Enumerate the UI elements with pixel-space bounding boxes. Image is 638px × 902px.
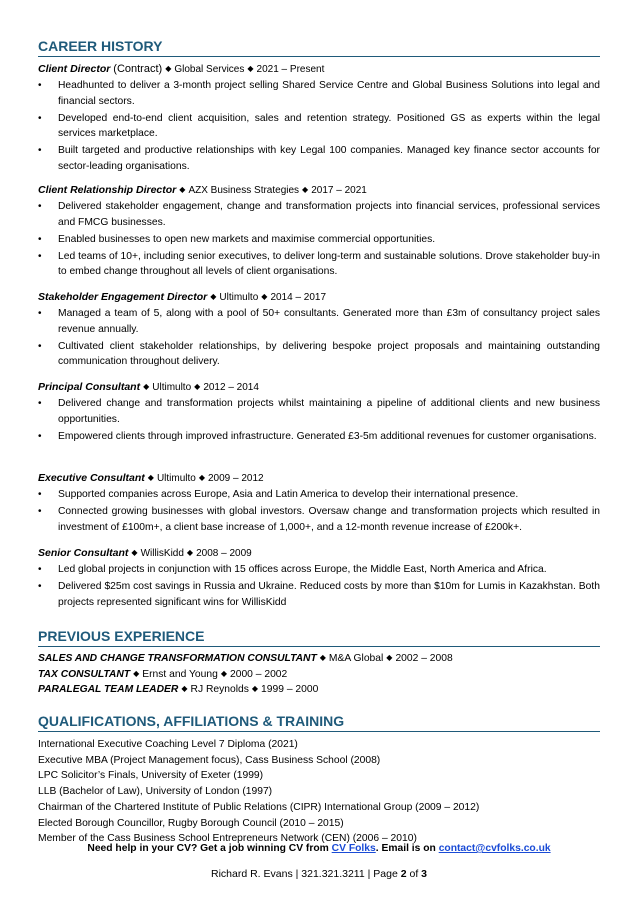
separator-diamond: ◆ bbox=[186, 548, 194, 557]
separator-diamond: ◆ bbox=[251, 684, 259, 694]
email-link[interactable]: contact@cvfolks.co.uk bbox=[438, 843, 551, 854]
list-item: • Empowered clients through improved infrastructure. Generated £3-5m additional revenues for customer organisations. bbox=[38, 430, 597, 442]
bullet-text: Empowered clients through improved infrastructure. Generated £3-5m additional revenues for customer organisations. bbox=[58, 430, 597, 442]
job-bullets bbox=[38, 306, 600, 371]
job-dates: 2009 – 2012 bbox=[208, 473, 264, 484]
job-role: Senior Consultant bbox=[38, 547, 129, 559]
list-item: Elected Borough Councillor, Rugby Borough Council (2010 – 2015) bbox=[38, 817, 344, 829]
help-text: . Email is on bbox=[375, 843, 439, 854]
separator-diamond: ◆ bbox=[165, 64, 172, 73]
list-item bbox=[38, 667, 600, 683]
separator-diamond: ◆ bbox=[181, 684, 188, 694]
prev-company: M&A Global bbox=[328, 653, 384, 664]
separator-diamond: ◆ bbox=[247, 64, 254, 73]
job-dates: 2021 – Present bbox=[256, 64, 325, 75]
list-item: International Executive Coaching Level 7 Diploma (2021) bbox=[38, 739, 298, 750]
job-bullets bbox=[38, 199, 600, 281]
help-banner bbox=[0, 843, 638, 854]
job-company: Ultimulto bbox=[152, 382, 192, 393]
list-item: • Led teams of 10+, including senior executives, to deliver long-term and sustainable solutions. Drove stakeholder buy-in to embed change throughout all levels of client organisations. bbox=[38, 250, 600, 278]
job-dates: 2008 – 2009 bbox=[196, 548, 252, 559]
bullet-text: Connected growing businesses with global investors. Oversaw change and transformation projects which resulted in investment of £100m+, a client base increase of 1,000+, and a 12-month revenue increase of £200k+. bbox=[58, 506, 600, 533]
job-company: WillisKidd bbox=[140, 548, 184, 559]
job-dates: 2012 – 2014 bbox=[203, 382, 259, 393]
job-role: Client Director bbox=[38, 63, 111, 75]
help-text: Need help in your CV? Get a job winning CV from bbox=[87, 843, 332, 854]
previous-experience-list bbox=[38, 651, 600, 698]
prev-role: PARALEGAL TEAM LEADER bbox=[38, 684, 179, 696]
bullet-text: Cultivated client stakeholder relationships, by delivering bespoke project proposals and maintaining outstanding communication throughout delivery. bbox=[58, 340, 600, 368]
separator-diamond: ◆ bbox=[220, 668, 227, 678]
job-role-suffix: (Contract) bbox=[113, 63, 163, 75]
separator-diamond: ◆ bbox=[319, 653, 326, 662]
job-dates: 2017 – 2021 bbox=[311, 185, 367, 196]
job-header bbox=[38, 290, 603, 305]
job-bullets bbox=[38, 78, 600, 176]
separator-diamond: ◆ bbox=[133, 668, 140, 678]
job-role: Principal Consultant bbox=[38, 381, 141, 393]
prev-dates: 2002 – 2008 bbox=[395, 653, 453, 664]
list-item: Executive MBA (Project Management focus), Cass Business School (2008) bbox=[38, 754, 381, 766]
section-title-qualifications: QUALIFICATIONS, AFFILIATIONS & TRAINING bbox=[38, 713, 600, 732]
separator-diamond: ◆ bbox=[210, 292, 217, 301]
list-item: • Delivered change and transformation projects whilst maintaining a pipeline of additional clients and new business opportunities. bbox=[38, 398, 600, 425]
footer-of: of bbox=[406, 868, 422, 880]
list-item: • Managed a team of 5, along with a pool of 50+ consultants. Generated more than £3m of consultancy project sales revenue annually. bbox=[38, 308, 600, 335]
bullet-text: Enabled businesses to open new markets and maximise commercial opportunities. bbox=[58, 233, 436, 245]
footer-contact: Richard R. Evans | 321.321.3211 | Page bbox=[211, 868, 401, 880]
prev-role: TAX CONSULTANT bbox=[38, 668, 131, 680]
list-item: • Cultivated client stakeholder relationships, by delivering bespoke project proposals and maintaining outstanding communication throughout delivery. bbox=[38, 340, 600, 368]
bullet-text: Managed a team of 5, along with a pool of 50+ consultants. Generated more than £3m of consultancy project sales revenue annually. bbox=[58, 308, 600, 335]
bullet-text: Delivered stakeholder engagement, change and transformation projects into financial services, professional services and FMCG businesses. bbox=[58, 201, 600, 228]
list-item bbox=[38, 651, 600, 667]
separator-diamond: ◆ bbox=[261, 292, 268, 301]
job-header bbox=[38, 471, 603, 486]
list-item: LPC Solicitor’s Finals, University of Exeter (1999) bbox=[38, 770, 264, 782]
job-role: Client Relationship Director bbox=[38, 184, 177, 196]
list-item: Chairman of the Chartered Institute of Public Relations (CIPR) International Group (2009 – 2012) bbox=[38, 802, 480, 813]
cv-folks-link[interactable]: CV Folks bbox=[331, 843, 376, 854]
separator-diamond: ◆ bbox=[179, 185, 186, 194]
page-total: 3 bbox=[421, 868, 427, 880]
job-header bbox=[38, 62, 603, 77]
list-item: • Supported companies across Europe, Asia and Latin America to develop their international presence. bbox=[38, 489, 519, 500]
bullet-text: Led teams of 10+, including senior executives, to deliver long-term and sustainable solutions. Drove stakeholder buy-in to embed change throughout all levels of client organisations. bbox=[58, 250, 600, 278]
job-bullets bbox=[38, 562, 600, 612]
bullet-text: Headhunted to deliver a 3-month project selling Shared Service Centre and Global Business Solutions into legal and financial sectors. bbox=[58, 80, 600, 107]
separator-diamond: ◆ bbox=[131, 548, 138, 557]
list-item: • Developed end-to-end client acquisition, sales and retention strategy. Positioned GS as experts within the legal services marketplace. bbox=[38, 112, 600, 140]
page-number: 2 bbox=[400, 868, 407, 880]
prev-company: RJ Reynolds bbox=[190, 684, 249, 696]
separator-diamond: ◆ bbox=[302, 185, 309, 194]
list-item: • Built targeted and productive relationships with key Legal 100 companies. Managed key finance sector accounts for sector-leading organisations. bbox=[38, 145, 600, 172]
job-bullets bbox=[38, 487, 600, 537]
job-header bbox=[38, 546, 603, 561]
list-item: • Led global projects in conjunction with 15 offices across Europe, the Middle East, North America and Africa. bbox=[38, 564, 547, 575]
page-footer bbox=[0, 868, 638, 880]
job-header bbox=[38, 380, 603, 395]
job-company: Ultimulto bbox=[156, 473, 196, 484]
job-company: AZX Business Strategies bbox=[188, 185, 300, 196]
list-item bbox=[38, 682, 600, 698]
job-company: Global Services bbox=[174, 64, 245, 75]
job-dates: 2014 – 2017 bbox=[270, 292, 327, 303]
qualifications-list bbox=[38, 737, 600, 799]
prev-dates: 2000 – 2002 bbox=[229, 668, 288, 680]
list-item: • Headhunted to deliver a 3-month project selling Shared Service Centre and Global Business Solutions into legal and financial sectors. bbox=[38, 80, 600, 107]
prev-dates: 1999 – 2000 bbox=[261, 684, 319, 696]
bullet-text: Developed end-to-end client acquisition, sales and retention strategy. Positioned GS as experts within the legal services marketplace. bbox=[58, 112, 600, 140]
job-company: Ultimulto bbox=[219, 292, 259, 303]
separator-diamond: ◆ bbox=[198, 473, 205, 482]
prev-company: Ernst and Young bbox=[142, 668, 218, 680]
list-item: LLB (Bachelor of Law), University of London (1997) bbox=[38, 785, 273, 797]
separator-diamond: ◆ bbox=[194, 382, 201, 391]
bullet-text: Delivered $25m cost savings in Russia and Ukraine. Reduced costs by more than $10m for Lumis in Kazakhstan. Both projects represented significant wins for WillisKidd bbox=[58, 581, 600, 608]
separator-diamond: ◆ bbox=[143, 382, 150, 391]
list-item: Member of the Cass Business School Entrepreneurs Network (CEN) (2006 – 2010) bbox=[38, 833, 417, 845]
bullet-text: Built targeted and productive relationships with key Legal 100 companies. Managed key finance sector accounts for sector-leading organisations. bbox=[58, 145, 600, 172]
section-title-career-history: CAREER HISTORY bbox=[38, 38, 600, 57]
prev-role: SALES AND CHANGE TRANSFORMATION CONSULTANT bbox=[38, 653, 317, 664]
list-item: • Connected growing businesses with global investors. Oversaw change and transformation projects which resulted in investment of £100m+, a client base increase of 1,000+, and a 12-month revenue increase of £200k+. bbox=[38, 506, 600, 533]
bullet-text: Supported companies across Europe, Asia and Latin America to develop their international presence. bbox=[58, 489, 519, 500]
affiliations-list bbox=[38, 800, 600, 847]
separator-diamond: ◆ bbox=[386, 653, 393, 662]
job-role: Stakeholder Engagement Director bbox=[38, 291, 208, 303]
separator-diamond: ◆ bbox=[147, 473, 154, 482]
section-title-previous-experience: PREVIOUS EXPERIENCE bbox=[38, 628, 600, 647]
bullet-text: Led global projects in conjunction with 15 offices across Europe, the Middle East, North America and Africa. bbox=[58, 564, 547, 575]
list-item: • Delivered stakeholder engagement, change and transformation projects into financial services, professional services and FMCG businesses. bbox=[38, 201, 600, 228]
list-item: • Delivered $25m cost savings in Russia and Ukraine. Reduced costs by more than $10m for Lumis in Kazakhstan. Both projects represented significant wins for WillisKidd bbox=[38, 581, 600, 608]
bullet-text: Delivered change and transformation projects whilst maintaining a pipeline of additional clients and new business opportunities. bbox=[58, 398, 600, 425]
list-item: • Enabled businesses to open new markets and maximise commercial opportunities. bbox=[38, 233, 436, 245]
job-header bbox=[38, 183, 603, 198]
job-bullets bbox=[38, 396, 600, 446]
job-role: Executive Consultant bbox=[38, 472, 145, 484]
